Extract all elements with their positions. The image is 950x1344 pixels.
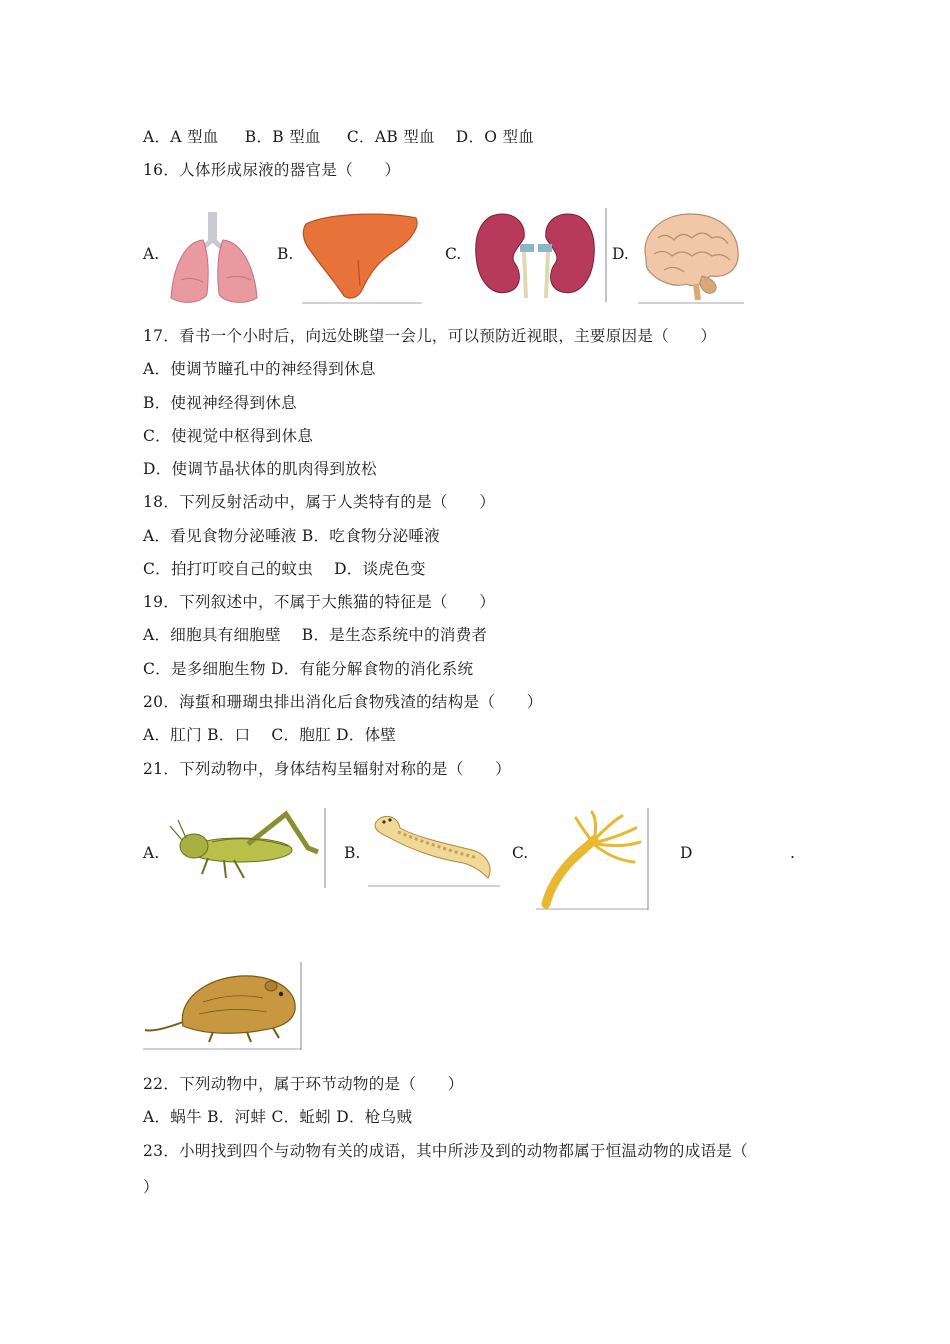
q23-stem-continuation: ） <box>143 1178 159 1196</box>
q15-options: A．A 型血 B．B 型血 C．AB 型血 D．O 型血 <box>143 128 535 146</box>
liver-image <box>300 210 424 306</box>
q21-label-a: A. <box>143 844 160 862</box>
q16-label-c: C. <box>445 245 462 263</box>
q18-stem: 18．下列反射活动中，属于人类特有的是（ ） <box>143 493 496 511</box>
q20-stem: 20．海蜇和珊瑚虫排出消化后食物残渣的结构是（ ） <box>143 693 543 711</box>
q21-stem: 21．下列动物中，身体结构呈辐射对称的是（ ） <box>143 760 511 778</box>
lungs-image <box>163 210 263 308</box>
q16-stem: 16．人体形成尿液的器官是（ ） <box>143 161 401 179</box>
q19-option-ab: A．细胞具有细胞壁 B．是生态系统中的消费者 <box>143 626 488 644</box>
q23-stem: 23．小明找到四个与动物有关的成语，其中所涉及到的动物都属于恒温动物的成语是（ <box>143 1142 748 1160</box>
q21-label-b: B. <box>344 844 361 862</box>
brain-image <box>636 208 746 306</box>
q18-option-cd: C．拍打叮咬自己的蚊虫 D．谈虎色变 <box>143 560 426 578</box>
hydra-image <box>536 808 650 910</box>
q16-label-d: D. <box>612 245 629 263</box>
planarian-image <box>368 808 502 888</box>
q17-option-c: C．使视觉中枢得到休息 <box>143 427 314 445</box>
kidneys-image <box>468 208 610 304</box>
q17-option-b: B．使视神经得到休息 <box>143 394 297 412</box>
q17-stem: 17．看书一个小时后，向远处眺望一会儿，可以预防近视眼，主要原因是（ ） <box>143 327 717 345</box>
q19-stem: 19．下列叙述中，不属于大熊猫的特征是（ ） <box>143 593 496 611</box>
q22-stem: 22．下列动物中，属于环节动物的是（ ） <box>143 1075 464 1093</box>
grasshopper-image <box>168 808 328 888</box>
q21-label-c: C. <box>512 844 529 862</box>
rat-image <box>143 962 305 1050</box>
q17-option-a: A．使调节瞳孔中的神经得到休息 <box>143 360 376 378</box>
q22-options: A．蜗牛 B．河蚌 C．蚯蚓 D．枪乌贼 <box>143 1108 413 1126</box>
q18-option-ab: A．看见食物分泌唾液 B．吃食物分泌唾液 <box>143 527 441 545</box>
q20-options: A．肛门 B．口 C．胞肛 D．体壁 <box>143 726 397 744</box>
q16-label-a: A. <box>143 245 160 263</box>
q19-option-cd: C．是多细胞生物 D．有能分解食物的消化系统 <box>143 660 474 678</box>
q16-label-b: B. <box>277 245 294 263</box>
q21-label-d: D <box>680 844 693 862</box>
q21-label-d-dot: . <box>790 844 795 862</box>
q17-option-d: D．使调节晶状体的肌肉得到放松 <box>143 460 377 478</box>
